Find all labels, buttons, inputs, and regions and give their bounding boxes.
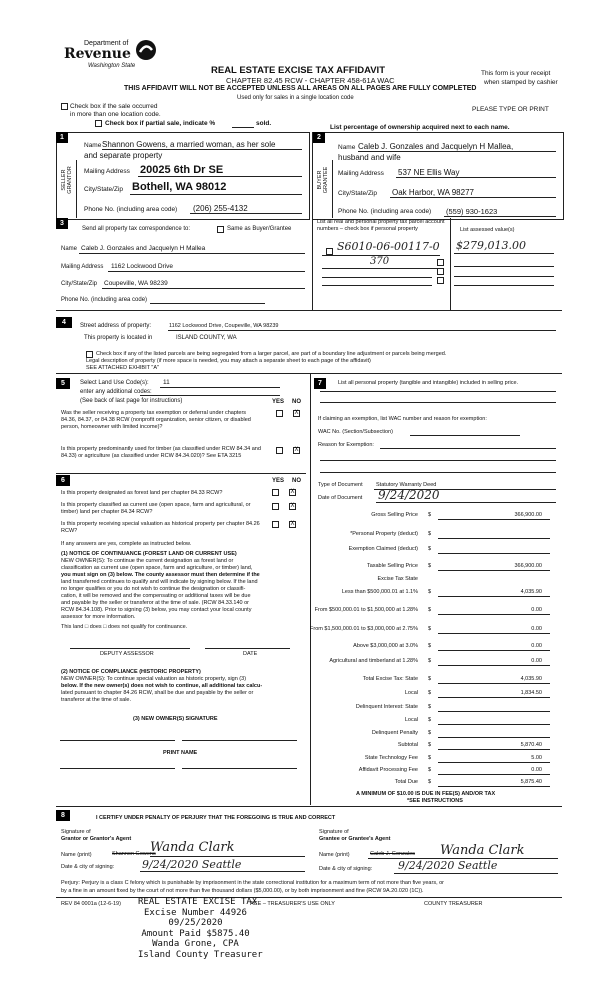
section-7-number: 7 (314, 378, 326, 389)
section-3-number: 3 (56, 218, 68, 229)
buyer-grantee-label: BUYER GRANTEE (317, 166, 329, 194)
tax-mail-value[interactable]: 1162 Lockwood Drive (111, 263, 174, 270)
s6-question1: Is this property designated as forest land per chapter 84.33 RCW? (61, 490, 223, 496)
calc-row-label: Delinquent Penalty (371, 730, 418, 736)
doc-type-label: Type of Document (318, 482, 363, 488)
buyer-name-line1[interactable]: Caleb J. Gonzales and Jacquelyn H Mallea, (358, 142, 514, 151)
notice1-text: and payable by the seller or transferor at the time of sale. (RCW 84.33.140 or (61, 600, 250, 606)
grantor-date-label: Date & city of signing: (61, 864, 115, 870)
s5-q1-yes[interactable] (276, 410, 283, 417)
calc-row-field[interactable] (438, 762, 550, 763)
s6-no-header: NO (292, 478, 301, 484)
county-treasurer: COUNTY TREASURER (424, 901, 483, 907)
calc-row-currency: $ (428, 531, 432, 537)
wac-field[interactable] (410, 435, 520, 436)
calc-row-currency: $ (428, 690, 432, 696)
see-instructions-note: *SEE INSTRUCTIONS (407, 798, 463, 804)
s6-q1-yes[interactable] (272, 489, 279, 496)
tax-city-value[interactable]: Coupeville, WA 98239 (104, 280, 168, 287)
calc-row-field[interactable] (438, 570, 550, 571)
calc-row-label: Delinquent Interest: State (355, 704, 418, 710)
seller-name-label: Name (84, 142, 102, 149)
calc-row-label: Local (404, 690, 418, 696)
receipt-line1: This form is your receipt (481, 70, 551, 77)
segregated-checkbox[interactable] (86, 351, 93, 358)
calc-row-field[interactable] (438, 553, 550, 554)
same-as-buyer-label: Same as Buyer/Grantee (227, 226, 292, 232)
grantor-name-label: Name (print) (61, 852, 92, 858)
receipt-line2: when stamped by cashier (484, 79, 558, 86)
calc-row-label: From $500,000.01 to $1,500,000 at 1.28% (314, 607, 418, 613)
calc-row-currency: $ (428, 676, 432, 682)
parcel2-personal-checkbox[interactable] (437, 259, 444, 266)
calc-row-field[interactable] (438, 665, 550, 666)
parcel3-personal-checkbox[interactable] (437, 268, 444, 275)
calc-row-currency: $ (428, 643, 432, 649)
calc-row-label: Agricultural and timberland at 1.28% (329, 658, 418, 664)
calc-row-value[interactable]: 0.00 (531, 643, 542, 649)
calc-row-field[interactable] (438, 749, 550, 750)
calc-row-label: From $1,500,000.01 to $3,000,000 at 2.75% (310, 626, 418, 632)
parcel1-assessed[interactable]: $279,013.00 (456, 239, 526, 252)
calc-row-label: Subtotal (397, 742, 418, 748)
s5-q1-no[interactable]: X (294, 410, 299, 416)
owner-print-field1[interactable] (60, 768, 175, 769)
additional-codes-label: enter any additional codes: (80, 389, 152, 395)
partial-sale-label: Check box if partial sale, indicate % (105, 120, 216, 127)
street-label: Street address of property: (80, 323, 152, 329)
grantee-sig-label: Signature of (319, 829, 349, 835)
calc-row-value[interactable]: 4,035.90 (520, 589, 542, 595)
calc-row-label: Taxable Selling Price (366, 563, 418, 569)
section-5-number: 5 (56, 378, 70, 389)
certify-label: I CERTIFY UNDER PENALTY OF PERJURY THAT THE FOREGOING IS TRUE AND CORRECT (96, 815, 336, 821)
pct-list-label: List percentage of ownership acquired next to each name. (330, 124, 510, 131)
calc-row-field[interactable] (438, 538, 550, 539)
calc-row-label: State Technology Fee (364, 755, 418, 761)
section-1-number: 1 (56, 132, 68, 143)
tax-city-label: City/State/Zip (61, 281, 98, 287)
calc-row-field[interactable] (438, 519, 550, 520)
doc-date-label: Date of Document (318, 495, 363, 501)
calc-row-label: Affidavit Processing Fee (358, 767, 418, 773)
calc-row-value[interactable]: 366,900.00 (514, 512, 542, 518)
personal-property-label: List all personal property (tangible and intangible) included in selling price. (338, 380, 519, 386)
stamp-line: Island County Treasurer (138, 949, 263, 960)
calc-row-value[interactable]: 5,870.40 (520, 742, 542, 748)
s6-q1-no[interactable]: X (290, 489, 295, 495)
continuance-qualify[interactable]: This land □ does □ does not qualify for continuance. (61, 624, 188, 630)
buyer-name-line2[interactable]: husband and wife (338, 153, 401, 162)
tax-phone-field[interactable] (150, 303, 265, 304)
assessed-header: List assessed value(s) (460, 227, 515, 233)
stamp-line: Wanda Grone, CPA (152, 939, 239, 949)
land-use-code[interactable]: 11 (163, 379, 170, 386)
notice1-text: NEW OWNER(S): To continue the current designation as forest land or (61, 558, 234, 564)
calc-row-field[interactable] (438, 683, 550, 684)
parcel2-number[interactable]: 370 (370, 256, 390, 267)
calc-row-label: Exemption Claimed (deduct) (348, 546, 418, 552)
buyer-mail-label: Mailing Address (338, 170, 384, 177)
grantee-date-label: Date & city of signing: (319, 866, 373, 872)
calc-row-field[interactable] (438, 786, 550, 787)
calc-row-value[interactable]: 0.00 (531, 607, 542, 613)
s5-question2: Is this property predominantly used for timber (as classified under RCW 84.34 and 84.33) or agriculture (as classified under RCW 84.34.020)? See ETA 3215 (61, 446, 261, 459)
parcel1-personal-checkbox[interactable] (326, 248, 333, 255)
grantee-sig-label2: Grantee or Grantee's Agent (319, 836, 391, 842)
tax-name-value[interactable]: Caleb J. Gonzales and Jacquelyn H Mallea (81, 245, 206, 252)
notice1-text: no longer qualifies or you do not wish to continue the designation or classifi- (61, 586, 246, 592)
calc-row-value[interactable]: 1,834.50 (520, 690, 542, 696)
calc-row-label: Total Excise Tax: State (362, 676, 418, 682)
seller-phone-value[interactable]: (206) 255-4132 (193, 204, 248, 213)
seller-phone-label: Phone No. (including area code) (84, 206, 178, 213)
calc-row-currency: $ (428, 779, 432, 785)
parcel-list-header: List all real and personal property tax parcel account numbers – check box if personal property (317, 219, 445, 232)
calc-row-currency: $ (428, 563, 432, 569)
calc-row-field[interactable] (438, 697, 550, 698)
s5-question1: Was the seller receiving a property tax exemption or deferral under chapters 84.36, 84.37, or 84.38 RCW (nonprofit organization, senior citizen, or disabled person, homeowner with limited income)? (61, 410, 251, 430)
multi-location-label2: in more than one location code. (70, 111, 161, 118)
calc-row-field[interactable] (438, 614, 550, 615)
owner-sig-field1[interactable] (60, 740, 175, 741)
calc-row-field[interactable] (438, 737, 550, 738)
sold-label: sold. (256, 120, 272, 127)
notice2-text: below. If the new owner(s) does not wish to continue, all additional tax calcu- (61, 683, 263, 689)
seller-city-value[interactable]: Bothell, WA 98012 (132, 181, 227, 193)
calc-row-currency: $ (428, 658, 432, 664)
state-label: Washington State (88, 63, 136, 69)
notice1-text: RCW 84.34.108). Prior to signing (3) below, you may contact your local county (61, 607, 252, 613)
calc-row-value[interactable]: 0.00 (531, 626, 542, 632)
grantee-name-label: Name (print) (319, 852, 350, 858)
s6-q3-yes[interactable] (272, 521, 279, 528)
section-8-number: 8 (56, 810, 70, 821)
print-name-label: PRINT NAME (163, 750, 198, 756)
reason-label: Reason for Exemption: (318, 442, 374, 448)
tax-phone-label: Phone No. (including area code) (61, 297, 148, 303)
doc-date-value[interactable]: 9/24/2020 (378, 488, 440, 502)
county-value[interactable]: ISLAND COUNTY, WA (176, 335, 237, 341)
stamp-line: REAL ESTATE EXCISE TAX (138, 897, 258, 907)
form-used-only: Used only for sales in a single location code (237, 95, 354, 101)
seller-mail-label: Mailing Address (84, 168, 130, 175)
s5-yes-header: YES (272, 399, 285, 405)
reason-field[interactable] (380, 448, 556, 449)
buyer-phone-label: Phone No. (including area code) (338, 208, 432, 215)
perjury-line1: Perjury: Perjury is a class C felony which is punishable by imprisonment in the state correctional institution for a maximum term of not more than five years, or (61, 880, 445, 886)
calc-row-currency: $ (428, 589, 432, 595)
form-chapter: CHAPTER 82.45 RCW - CHAPTER 458-61A WAC (226, 76, 395, 85)
owner-sig-field2[interactable] (182, 740, 297, 741)
seller-city-label: City/State/Zip (84, 186, 124, 193)
s6-yes-header: YES (272, 478, 285, 484)
calc-row-currency: $ (428, 717, 432, 723)
calc-row-value[interactable]: 5,875.40 (520, 779, 542, 785)
deputy-date-label: DATE (243, 651, 258, 657)
calc-row-label: Excise Tax State (377, 576, 418, 582)
perjury-line2: by a fine in an amount fixed by the court of not more than five thousand dollars ($5,000.00), or by both imprisonment and fine (RCW 9A.20.020 (1C)). (61, 888, 424, 894)
buyer-mail-value[interactable]: 537 NE Ellis Way (398, 168, 460, 177)
send-tax-label: Send all property tax correspondence to: (82, 226, 191, 232)
calc-row-currency: $ (428, 546, 432, 552)
grantor-date-city[interactable]: 9/24/2020 Seattle (142, 858, 242, 871)
section-4-number: 4 (56, 317, 72, 328)
form-title: REAL ESTATE EXCISE TAX AFFIDAVIT (211, 65, 386, 76)
notice1-text: classification as current use (open space, farm and agriculture, or timber) land, (61, 565, 253, 571)
calc-row-value[interactable]: 0.00 (531, 767, 542, 773)
s5-no-header: NO (292, 399, 301, 405)
seller-name-line1[interactable]: Shannon Gowens, a married woman, as her sole (102, 140, 276, 149)
see-attached[interactable]: SEE ATTACHED EXHIBIT "A" (86, 365, 159, 371)
form-warning: THIS AFFIDAVIT WILL NOT BE ACCEPTED UNLESS ALL AREAS ON ALL PAGES ARE FULLY COMPLETED (124, 85, 477, 92)
notice1-text: assessor for more information. (61, 614, 136, 620)
buyer-name-label: Name (338, 144, 356, 151)
grantor-print-name[interactable]: Shannon Gowens (112, 851, 156, 857)
segregated-label: Check box if any of the listed parcels are being segregated from a larger parcel, are part of a boundary line adjustment or parcels being merged. (96, 351, 447, 357)
tax-name-label: Name (61, 246, 78, 252)
calc-row-field[interactable] (438, 650, 550, 651)
calc-row-field[interactable] (438, 711, 550, 712)
grantee-date-city[interactable]: 9/24/2020 Seattle (398, 859, 498, 872)
buyer-phone-value[interactable]: (559) 930-1623 (446, 207, 498, 216)
calc-row-field[interactable] (438, 633, 550, 634)
treasurer-use: ACE – TREASURER'S USE ONLY (250, 901, 335, 907)
calc-row-value[interactable]: 0.00 (531, 658, 542, 664)
calc-row-currency: $ (428, 755, 432, 761)
calc-row-value[interactable]: 4,035.90 (520, 676, 542, 682)
notice2-text: NEW OWNER(S): To continue special valuation as historic property, sign (3) (61, 676, 247, 682)
exemption-label: If claiming an exemption, list WAC number and reason for exemption: (318, 416, 487, 422)
calc-row-value[interactable]: 366,900.00 (514, 563, 542, 569)
form-revision: REV 84 0001a (12-6-19) (61, 901, 121, 907)
minimum-due-note: A MINIMUM OF $10.00 IS DUE IN FEE(S) AND/OR TAX (356, 791, 496, 797)
calc-row-label: *Personal Property (deduct) (350, 531, 418, 537)
land-use-label: Select Land Use Code(s): (80, 380, 149, 386)
s6-question2: Is this property classified as current use (open space, farm and agricultural, or timber) land per chapter 84.34 RCW? (61, 502, 251, 515)
see-back-label: (See back of last page for instructions) (80, 398, 183, 404)
notice1-text: you must sign on (3) below. The county assessor must then determine if the (61, 572, 260, 578)
s5-q2-no[interactable]: X (294, 447, 299, 453)
dept-label: Department of (84, 40, 129, 47)
notice1-text: land transferred continues to qualify and will indicate by signing below. If the land (61, 579, 258, 585)
same-as-buyer-checkbox[interactable] (217, 226, 224, 233)
new-owner-signature-title: (3) NEW OWNER(S) SIGNATURE (133, 716, 218, 722)
section-6-number: 6 (56, 475, 70, 486)
calc-row-currency: $ (428, 607, 432, 613)
notice2-text: lated pursuant to chapter 84.26 RCW, shall be due and payable by the seller or (61, 690, 254, 696)
grantee-signature[interactable]: Wanda Clark (440, 843, 525, 858)
wac-label: WAC No. (Section/Subsection) (318, 429, 393, 435)
revenue-logo: Revenue (64, 46, 131, 62)
calc-row-label: Total Due (394, 779, 418, 785)
grantee-print-name[interactable]: Caleb J. Gonzales (370, 851, 415, 857)
grantor-sig-label: Signature of (61, 829, 91, 835)
please-type: PLEASE TYPE OR PRINT (472, 106, 549, 113)
calc-row-label: Local (404, 717, 418, 723)
buyer-city-label: City/State/Zip (338, 190, 378, 197)
parcel1-number[interactable]: S6010-06-00117-0 (337, 240, 440, 253)
calc-row-currency: $ (428, 512, 432, 518)
partial-pct-field[interactable] (232, 127, 254, 128)
calc-row-currency: $ (428, 767, 432, 773)
s6-if-yes: If any answers are yes, complete as instructed below. (61, 541, 192, 547)
calc-row-value[interactable]: 5.00 (531, 755, 542, 761)
partial-sale-checkbox[interactable] (95, 120, 102, 127)
parcel4-personal-checkbox[interactable] (437, 277, 444, 284)
multi-location-checkbox[interactable] (61, 103, 68, 110)
owner-print-field2[interactable] (182, 768, 297, 769)
notice1-text: cation, it will be removed and the compensating or additional taxes will be due (61, 593, 251, 599)
calc-row-currency: $ (428, 730, 432, 736)
s6-question3: Is this property receiving special valuation as historical property per chapter 84.26 RCW? (61, 521, 260, 534)
calc-row-currency: $ (428, 742, 432, 748)
calc-row-currency: $ (428, 626, 432, 632)
notice2-title: (2) NOTICE OF COMPLIANCE (HISTORIC PROPERTY) (61, 669, 201, 675)
deputy-assessor-label: DEPUTY ASSESSOR (100, 651, 154, 657)
seller-mail-value[interactable]: 20025 6th Dr SE (140, 164, 224, 176)
calc-row-label: Less than $500,000.01 at 1.1% (341, 589, 418, 595)
notice2-text: transferor at the time of sale. (61, 697, 132, 703)
calc-row-field[interactable] (438, 596, 550, 597)
tax-mail-label: Mailing Address (61, 264, 104, 270)
s6-q2-yes[interactable] (272, 503, 279, 510)
notice1-title: (1) NOTICE OF CONTINUANCE (FOREST LAND OR CURRENT USE) (61, 551, 237, 557)
street-value[interactable]: 1162 Lockwood Drive, Coupeville, WA 98239 (169, 323, 279, 329)
s6-q3-no[interactable]: X (290, 521, 295, 527)
calc-row-field[interactable] (438, 724, 550, 725)
stamp-line: 09/25/2020 (168, 918, 223, 928)
buyer-city-value[interactable]: Oak Harbor, WA 98277 (392, 188, 474, 197)
excise-paid-stamp (138, 897, 263, 960)
calc-row-label: Above $3,000,000 at 3.0% (353, 643, 418, 649)
s6-q2-no[interactable]: X (290, 503, 295, 509)
calc-row-label: Gross Selling Price (371, 512, 418, 518)
calc-row-field[interactable] (438, 774, 550, 775)
grantor-signature[interactable]: Wanda Clark (150, 840, 235, 855)
dor-logo-icon (134, 38, 158, 62)
calc-row-currency: $ (428, 704, 432, 710)
stamp-line: Amount Paid $5875.40 (141, 928, 250, 939)
multi-location-label: Check box if the sale occurred (70, 103, 158, 110)
legal-desc-label: Legal description of property (if more space is needed, you may attach a separate sheet to each page of the affidavit) (86, 358, 371, 364)
s5-q2-yes[interactable] (276, 447, 283, 454)
seller-name-line2[interactable]: and separate property (84, 151, 163, 160)
located-label: This property is located in (84, 335, 153, 341)
stamp-line: Excise Number 44926 (144, 907, 247, 918)
doc-type-value[interactable]: Statutory Warranty Deed (376, 482, 437, 488)
seller-grantor-label: SELLER GRANTOR (61, 166, 73, 194)
section-2-number: 2 (313, 132, 325, 143)
grantor-sig-label2: Grantor or Grantor's Agent (61, 836, 132, 842)
